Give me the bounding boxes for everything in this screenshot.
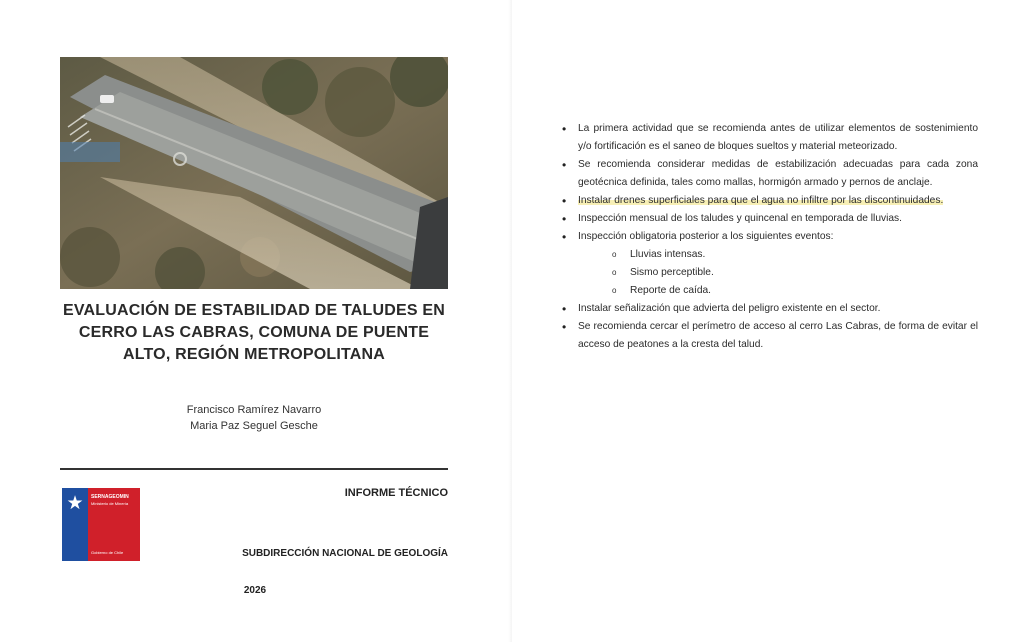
logo-brand: SERNAGEOMIN (91, 494, 129, 500)
list-item: • Inspección mensual de los taludes y quincenal en temporada de lluvias. (562, 210, 978, 228)
report-type: INFORME TÉCNICO (344, 487, 448, 499)
subdireccion: SUBDIRECCIÓN NACIONAL DE GEOLOGÍA (242, 548, 448, 559)
list-item: • Se recomienda cercar el perímetro de acceso al cerro Las Cabras, de forma de evitar el acceso de peatones a la cresta del talud. (562, 318, 978, 354)
author-name: Maria Paz Seguel Gesche (190, 420, 318, 432)
list-item: • La primera actividad que se recomienda antes de utilizar elementos de sostenimiento y/o fortificación es el saneo de bloques sueltos y material meteorizado. (562, 120, 978, 156)
recommendations-list (562, 120, 978, 354)
report-title: EVALUACIÓN DE ESTABILIDAD DE TALUDES EN CERRO LAS CABRAS, COMUNA DE PUENTE ALTO, REGIÓN METROPOLITANA (62, 302, 446, 363)
event-item: o Sismo perceptible. (598, 264, 978, 282)
list-item: • Instalar señalización que advierta del peligro existente en el sector. (562, 300, 978, 318)
author-name: Francisco Ramírez Navarro (186, 404, 322, 416)
aerial-photo-image (60, 57, 448, 289)
star-icon: ★ (66, 493, 84, 514)
logo-ministry: Ministerio de Minería (91, 501, 129, 506)
authors (60, 402, 448, 434)
logo-government: Gobierno de Chile (91, 550, 124, 555)
list-item: • Instalar drenes superficiales para que el agua no infiltre por las discontinuidades. (562, 192, 978, 210)
list-item: • Se recomienda considerar medidas de estabilización adecuadas para cada zona geotécnica definida, tales como mallas, hormigón armado y pernos de anclaje. (562, 156, 978, 192)
event-item: o Reporte de caída. (598, 282, 978, 300)
event-item: o Lluvias intensas. (598, 246, 978, 264)
events-list (578, 246, 978, 300)
aerial-photo (60, 57, 448, 289)
sernageomin-logo (62, 488, 140, 561)
list-item: • Inspección obligatoria posterior a los siguientes eventos: o Lluvias intensas. o Sismo perceptible. o Reporte de caída. (562, 228, 978, 300)
report-year: 2026 (243, 585, 267, 596)
divider (60, 468, 448, 470)
